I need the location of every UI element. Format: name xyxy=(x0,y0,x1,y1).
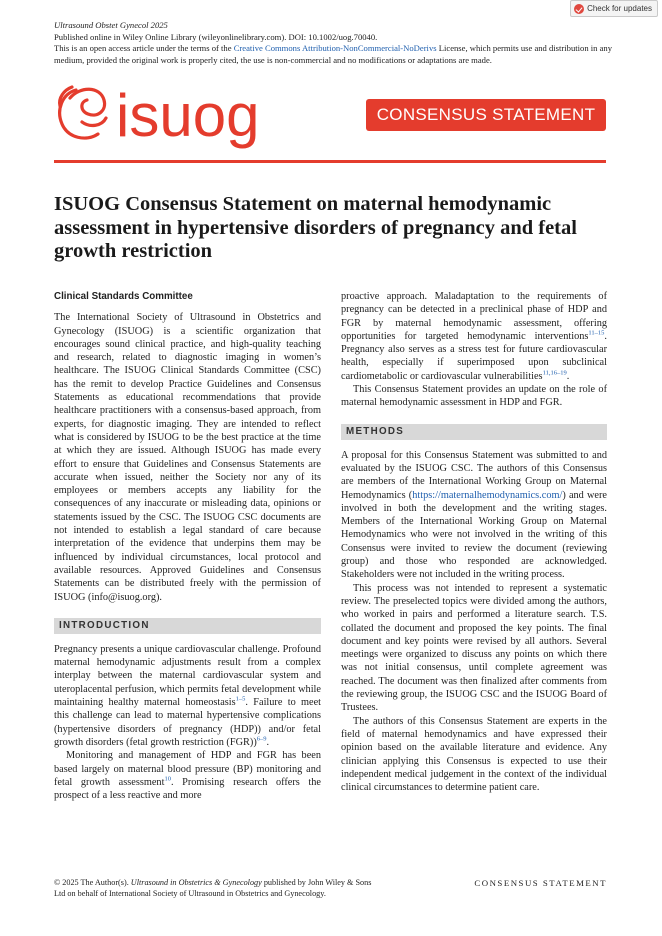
methods-paragraph-1: A proposal for this Consensus Statement was submitted to and evaluated by the ISUOG CSC. The authors of this Consensus are members of the International Working Group on Maternal Hemodynamics (https://maternalhemodynamics.com/) and were involved in both the development and the writing stages. Members of the International Working Group on Maternal Hemodynamics who were not involved in the writing of this Consensus were invited to review the document (reviewing group) and those who responded are acknowledged. Stakeholders were not included in the writing process. xyxy=(341,449,607,581)
doi-text: DOI: 10.1002/uog.70040. xyxy=(288,31,378,42)
header-divider xyxy=(54,160,606,163)
citation-ref[interactable]: 1–5 xyxy=(235,695,246,703)
isuog-logo-mark xyxy=(54,78,304,152)
isuog-logo xyxy=(54,78,304,152)
article-header xyxy=(54,20,624,66)
citation-ref[interactable]: 11–15 xyxy=(588,329,605,337)
license-text: This is an open access article under the terms of the xyxy=(54,43,234,53)
intro-paragraph-2: Monitoring and management of HDP and FGR has been based largely on maternal blood pressure (BP) monitoring and fetal growth assessment$^{10}$. Promising research offers the prospect of a less reactive and more xyxy=(54,750,321,802)
check-icon xyxy=(574,4,584,14)
check-for-updates-label: Check for updates xyxy=(587,4,652,13)
maternal-hemodynamics-link[interactable]: https://maternalhemodynamics.com/ xyxy=(412,489,563,501)
methods-paragraph-3: The authors of this Consensus Statement are experts in the field of maternal hemodynamics and have expressed their opinion based on the available literature and evidence. Any clinician applying this Consensus is expected to use their independent medical judgement in the context of the individual clinical circumstances to determine patient care. xyxy=(341,715,607,794)
citation-ref[interactable]: 11,16–19 xyxy=(542,369,567,377)
society-disclaimer-paragraph: The International Society of Ultrasound in Obstetrics and Gynecology (ISUOG) is a scientific organization that encourages sound clinical practice, and high-quality teaching and research, related to diagnostic imaging in women’s healthcare. The ISUOG Clinical Standards Committee (CSC) has the remit to develop Practice Guidelines and Consensus Statements as educational recommendations that provide healthcare practitioners with a consensus-based approach, from experts, for diagnostic imaging. They are intended to reflect what is considered by ISUOG to be the best practice at the time at which they are issued. Although ISUOG has made every effort to ensure that Guidelines and Consensus Statements are accurate when issued, neither the Society nor any of its employees or members accepts any liability for the consequences of any inaccurate or misleading data, opinions or statements issued by the CSC. The ISUOG CSC documents are not intended to establish a legal standard of care because interpretation of the evidence that underpins them may be influenced by individual circumstances, local protocol and available resources. Approved Guidelines and Consensus Statements can be distributed freely with the permission of ISUOG (info@isuog.org). xyxy=(54,312,321,603)
intro-paragraph-2-continued: proactive approach. Maladaptation to the requirements of pregnancy can be detected in a preclinical phase of HDP and FGR by maternal hemodynamic assessment, offering opportunities for targeted hemodynamic interventions$^{11-15}$. Pregnancy also serves as a stress test for future cardiovascular health, especially if superimposed upon subclinical cardiometabolic or cardiovascular vulnerabilities$^{11,16-19}$. xyxy=(341,291,607,382)
intro-paragraph-3: This Consensus Statement provides an update on the role of maternal hemodynamic assessment in HDP and FGR. xyxy=(341,384,607,409)
article-title: ISUOG Consensus Statement on maternal hemodynamic assessment in hypertensive disorders of pregnancy and fetal growth restriction xyxy=(54,193,577,262)
citation-ref[interactable]: 10 xyxy=(164,775,171,783)
right-column xyxy=(341,290,607,794)
journal-citation: Ultrasound Obstet Gynecol 2025 xyxy=(54,20,168,30)
footer-running-title: CONSENSUS STATEMENT xyxy=(474,878,607,888)
left-column xyxy=(54,290,321,802)
section-heading-methods: METHODS xyxy=(341,424,607,440)
footer-copyright: © 2025 The Author(s). Ultrasound in Obstetrics & Gynecology published by John Wiley & Sons Ltd on behalf of International Society of Ultrasound in Obstetrics and Gynecology. xyxy=(54,878,372,898)
license-text-rest: License, which permits use and distribution in any medium, provided the original work is properly cited, the use is non-commercial and no modifications or adaptations are made. xyxy=(54,43,613,65)
logo-wordmark: isuog xyxy=(116,82,260,149)
citation-ref[interactable]: 6–9 xyxy=(256,735,267,743)
authors: Clinical Standards Committee xyxy=(54,291,193,302)
methods-paragraph-2: This process was not intended to represent a systematic review. The preselected topics were divided among the authors, who worked in pairs and performed a literature search. T.S. collated the document and proposed the key points. The final document and key points were revised by all authors. Several meetings were organized to discuss any points on which there was not initial consensus, until complete agreement was reached. The document was then finalized after comments from the reviewing group, the ISUOG CSC and the ISUOG Board of Trustees. xyxy=(341,582,607,714)
published-text: Published online in Wiley Online Library (wileyonlinelibrary.com). xyxy=(54,31,289,42)
license-link[interactable]: Creative Commons Attribution-NonCommercial-NoDerivs xyxy=(233,43,437,53)
consensus-statement-badge: CONSENSUS STATEMENT xyxy=(366,99,606,131)
intro-paragraph-1: Pregnancy presents a unique cardiovascular challenge. Profound maternal hemodynamic adjustments result from a complex interplay between the maternal cardiovascular system and uteroplacental perfusion, which permits fetal development while maintaining healthy maternal homeostasis$^{1-5}$. Failure to meet this challenge can lead to maternal hypertensive complications (hypertensive disorders of pregnancy (HDP)) and/or fetal growth disorders (fetal growth restriction (FGR))$^{6-9}$. xyxy=(54,643,321,748)
check-for-updates-button[interactable] xyxy=(570,0,658,17)
section-heading-introduction: INTRODUCTION xyxy=(54,618,321,634)
footer-journal-name: Ultrasound in Obstetrics & Gynecology xyxy=(130,878,262,887)
